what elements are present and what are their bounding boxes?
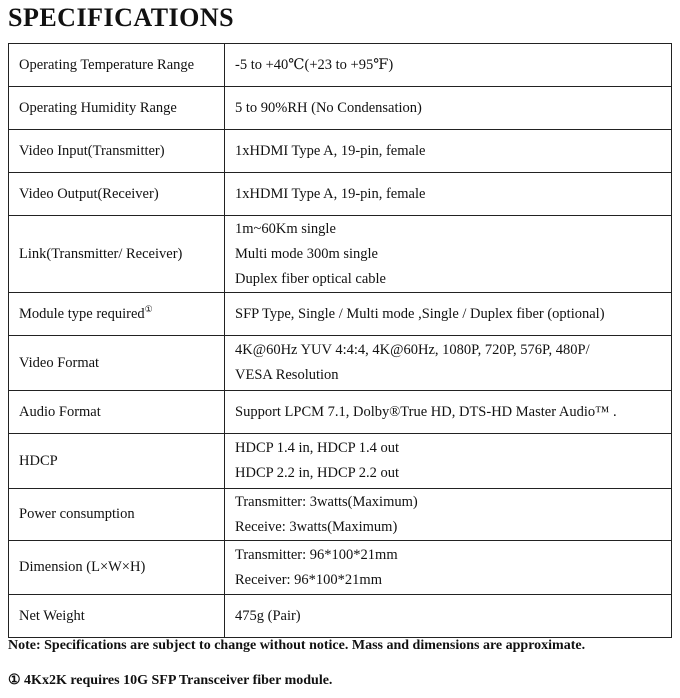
spec-label: Power consumption <box>9 489 225 541</box>
table-row <box>9 173 672 216</box>
page-title: SPECIFICATIONS <box>8 3 235 32</box>
spec-value-line: Transmitter: 96*100*21mm <box>235 546 398 563</box>
disclaimer-note: Note: Specifications are subject to change without notice. Mass and dimensions are approximate. <box>8 638 586 653</box>
table-row <box>9 595 672 638</box>
spec-label: Module type required <box>19 305 145 322</box>
spec-value <box>225 87 672 130</box>
spec-label: HDCP <box>9 434 225 489</box>
spec-label-cell <box>9 293 225 336</box>
spec-value-line: Receiver: 96*100*21mm <box>235 571 382 588</box>
spec-label: Video Input(Transmitter) <box>9 130 225 173</box>
table-row <box>9 434 672 489</box>
spec-label: Dimension (L×W×H) <box>9 541 225 595</box>
spec-value <box>225 293 672 336</box>
table-row <box>9 489 672 541</box>
spec-value-line: 5 to 90%RH (No Condensation) <box>235 99 422 116</box>
spec-value-line: SFP Type, Single / Multi mode ,Single / Duplex fiber (optional) <box>235 305 605 322</box>
spec-value-line: 4K@60Hz YUV 4:4:4, 4K@60Hz, 1080P, 720P, 576P, 480P/ <box>235 342 590 358</box>
spec-value <box>225 391 672 434</box>
spec-value <box>225 336 672 391</box>
spec-value <box>225 541 672 595</box>
table-row <box>9 541 672 595</box>
spec-value <box>225 216 672 293</box>
spec-label: Audio Format <box>9 391 225 434</box>
spec-value <box>225 489 672 541</box>
spec-value-line: HDCP 2.2 in, HDCP 2.2 out <box>235 465 400 481</box>
specifications-table <box>8 43 672 638</box>
spec-value-line: 475g (Pair) <box>235 607 301 624</box>
spec-label: Operating Temperature Range <box>9 44 225 87</box>
table-row <box>9 336 672 391</box>
spec-value-line: VESA Resolution <box>235 367 339 383</box>
table-row <box>9 391 672 434</box>
spec-value-line: 1xHDMI Type A, 19-pin, female <box>235 142 426 159</box>
spec-label: Video Format <box>9 336 225 391</box>
footnote-marker: ① <box>144 303 153 314</box>
spec-label: Net Weight <box>9 595 225 638</box>
spec-value-line: HDCP 1.4 in, HDCP 1.4 out <box>235 440 400 456</box>
spec-value <box>225 595 672 638</box>
spec-value-line: Transmitter: 3watts(Maximum) <box>235 493 418 510</box>
spec-value <box>225 130 672 173</box>
spec-value-line: Duplex fiber optical cable <box>235 270 386 287</box>
table-row <box>9 44 672 87</box>
spec-value <box>225 173 672 216</box>
table-row <box>9 293 672 336</box>
spec-value-line: Receive: 3watts(Maximum) <box>235 518 398 535</box>
spec-value-line: Support LPCM 7.1, Dolby®True HD, DTS-HD Master Audio™ . <box>235 403 617 420</box>
spec-value-line: 1xHDMI Type A, 19-pin, female <box>235 185 426 202</box>
spec-label: Operating Humidity Range <box>9 87 225 130</box>
spec-label: Video Output(Receiver) <box>9 173 225 216</box>
spec-value-line: Multi mode 300m single <box>235 245 378 262</box>
table-row <box>9 216 672 293</box>
footnote: ① 4Kx2K requires 10G SFP Transceiver fiber module. <box>8 673 333 688</box>
spec-value <box>225 434 672 489</box>
table-row <box>9 87 672 130</box>
spec-value-line: -5 to +40℃(+23 to +95℉) <box>235 56 394 73</box>
spec-value <box>225 44 672 87</box>
spec-value-line: 1m~60Km single <box>235 220 336 237</box>
table-row <box>9 130 672 173</box>
spec-label: Link(Transmitter/ Receiver) <box>9 216 225 293</box>
